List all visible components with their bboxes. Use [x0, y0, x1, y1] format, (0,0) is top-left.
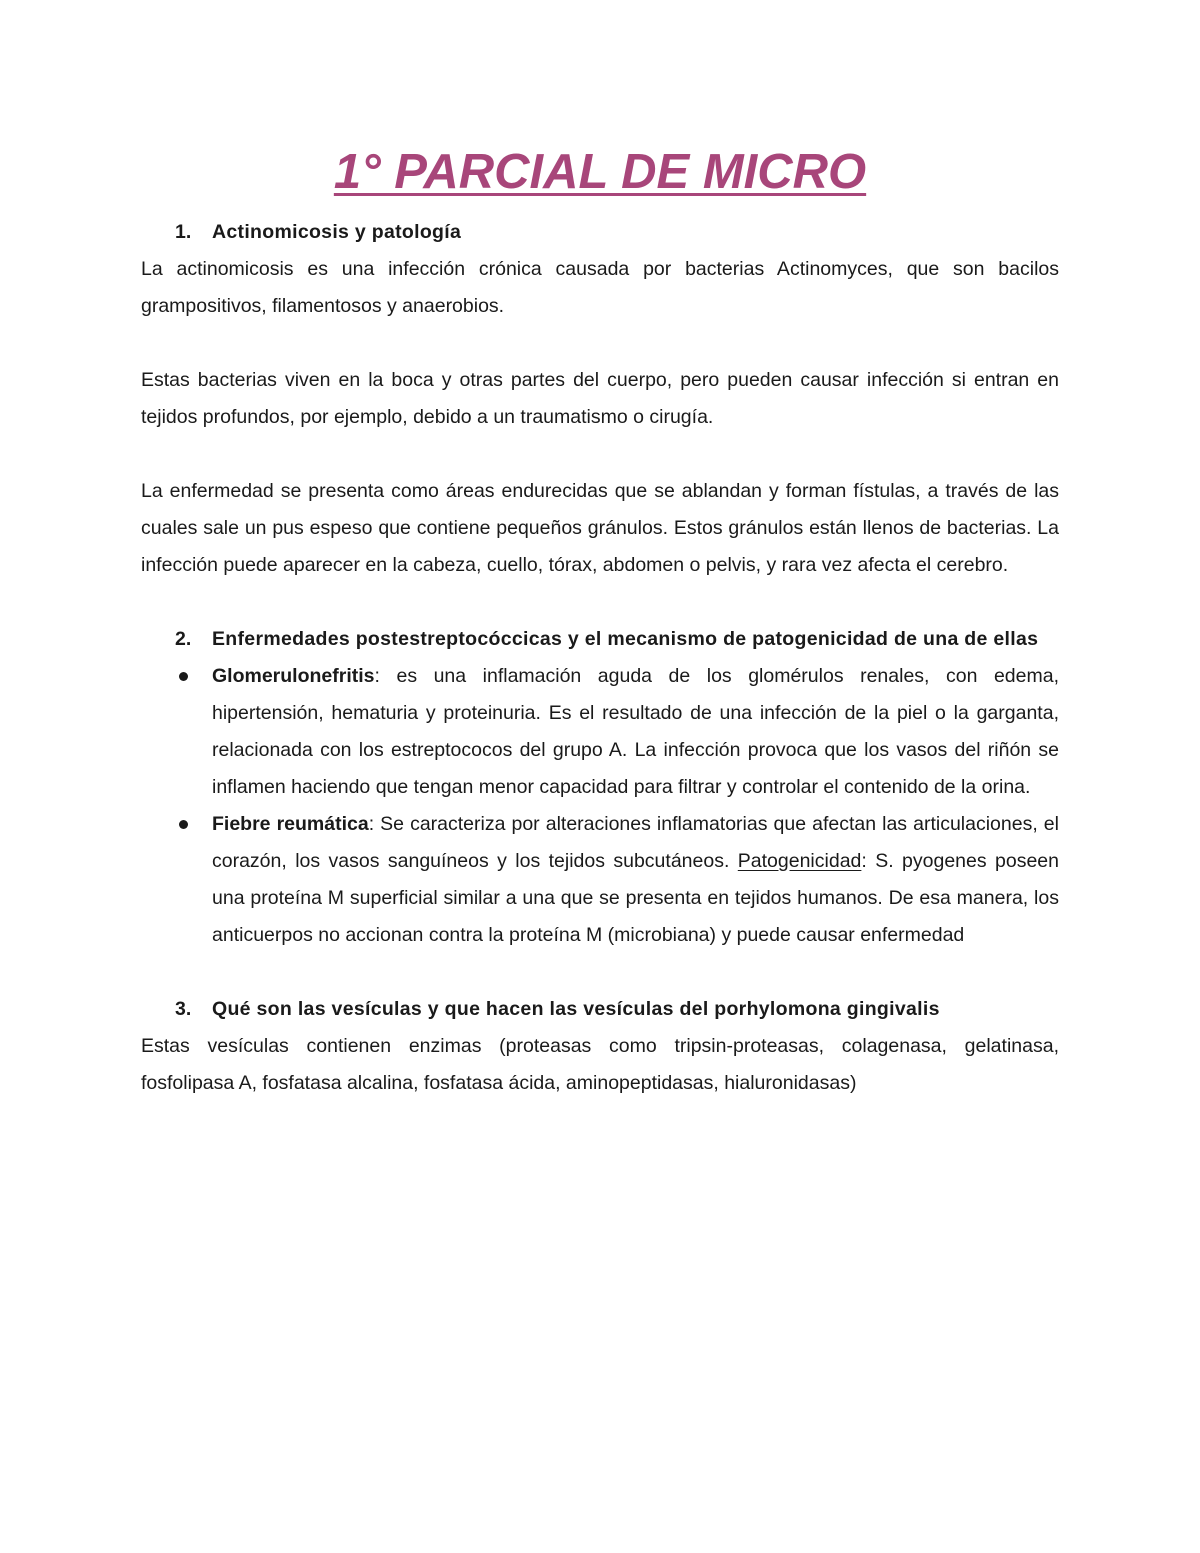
section-3-heading-text: Qué son las vesículas y que hacen las vesículas del porhylomona gingivalis	[212, 998, 940, 1020]
section-2-heading	[141, 621, 1059, 658]
bullet-text	[212, 806, 1059, 954]
spacer	[141, 325, 1059, 362]
document-content	[141, 140, 1059, 1102]
section-1-paragraph-3: La enfermedad se presenta como áreas endurecidas que se ablandan y forman fístulas, a través de las cuales sale un pus espeso que contiene pequeños gránulos. Estos gránulos están llenos de bacterias. La infección puede aparecer en la cabeza, cuello, tórax, abdomen o pelvis, y rara vez afecta el cerebro.	[141, 480, 1059, 576]
section-3-number: 3.	[175, 998, 192, 1020]
spacer	[141, 584, 1059, 621]
bullet-text	[212, 658, 1059, 806]
section-3-paragraph: Estas vesículas contienen enzimas (proteasas como tripsin-proteasas, colagenasa, gelatinasa, fosfolipasa A, fosfatasa alcalina, fosfatasa ácida, aminopeptidasas, hialuronidasas)	[141, 1035, 1059, 1094]
section-1-heading-text: Actinomicosis y patología	[212, 221, 462, 243]
bullet-icon	[141, 658, 212, 806]
bullet-description-continued: : S. pyogenes poseen una proteína M superficial similar a una que se presenta en tejidos humanos. De esa manera, los anticuerpos no accionan contra la proteína M (microbiana) y puede causar enfermedad	[212, 850, 1059, 946]
spacer	[141, 436, 1059, 473]
section-1-paragraph-1: La actinomicosis es una infección crónica causada por bacterias Actinomyces, que son bacilos grampositivos, filamentosos y anaerobios.	[141, 258, 1059, 317]
section-2-number: 2.	[175, 628, 192, 650]
underlined-term: Patogenicidad	[737, 850, 862, 872]
bullet-description: : Se caracteriza por alteraciones inflamatorias que afectan las articulaciones, el corazón, los vasos sanguíneos y los tejidos subcutáneos.	[212, 813, 1059, 872]
bullet-term: Fiebre reumática	[212, 813, 369, 835]
section-2-bullet-list	[141, 658, 1059, 954]
bullet-term: Glomerulonefritis	[212, 665, 375, 687]
bullet-icon	[141, 806, 212, 954]
list-item	[141, 806, 1059, 954]
section-1-heading	[141, 214, 1059, 251]
document-title: 1° PARCIAL DE MICRO	[333, 145, 867, 199]
section-1-paragraph-2: Estas bacterias viven en la boca y otras partes del cuerpo, pero pueden causar infección si entran en tejidos profundos, por ejemplo, debido a un traumatismo o cirugía.	[141, 369, 1059, 428]
bullet-description: : es una inflamación aguda de los glomérulos renales, con edema, hipertensión, hematuria y proteinuria. Es el resultado de una infección de la piel o la garganta, relacionada con los estreptococos del grupo A. La infección provoca que los vasos del riñón se inflamen haciendo que tengan menor capacidad para filtrar y controlar el contenido de la orina.	[212, 665, 1059, 798]
section-1-number: 1.	[175, 221, 192, 243]
section-2-heading-text: Enfermedades postestreptocóccicas y el mecanismo de patogenicidad de una de ellas	[212, 628, 1039, 650]
spacer	[141, 954, 1059, 991]
list-item	[141, 658, 1059, 806]
section-3-heading	[141, 991, 1059, 1028]
